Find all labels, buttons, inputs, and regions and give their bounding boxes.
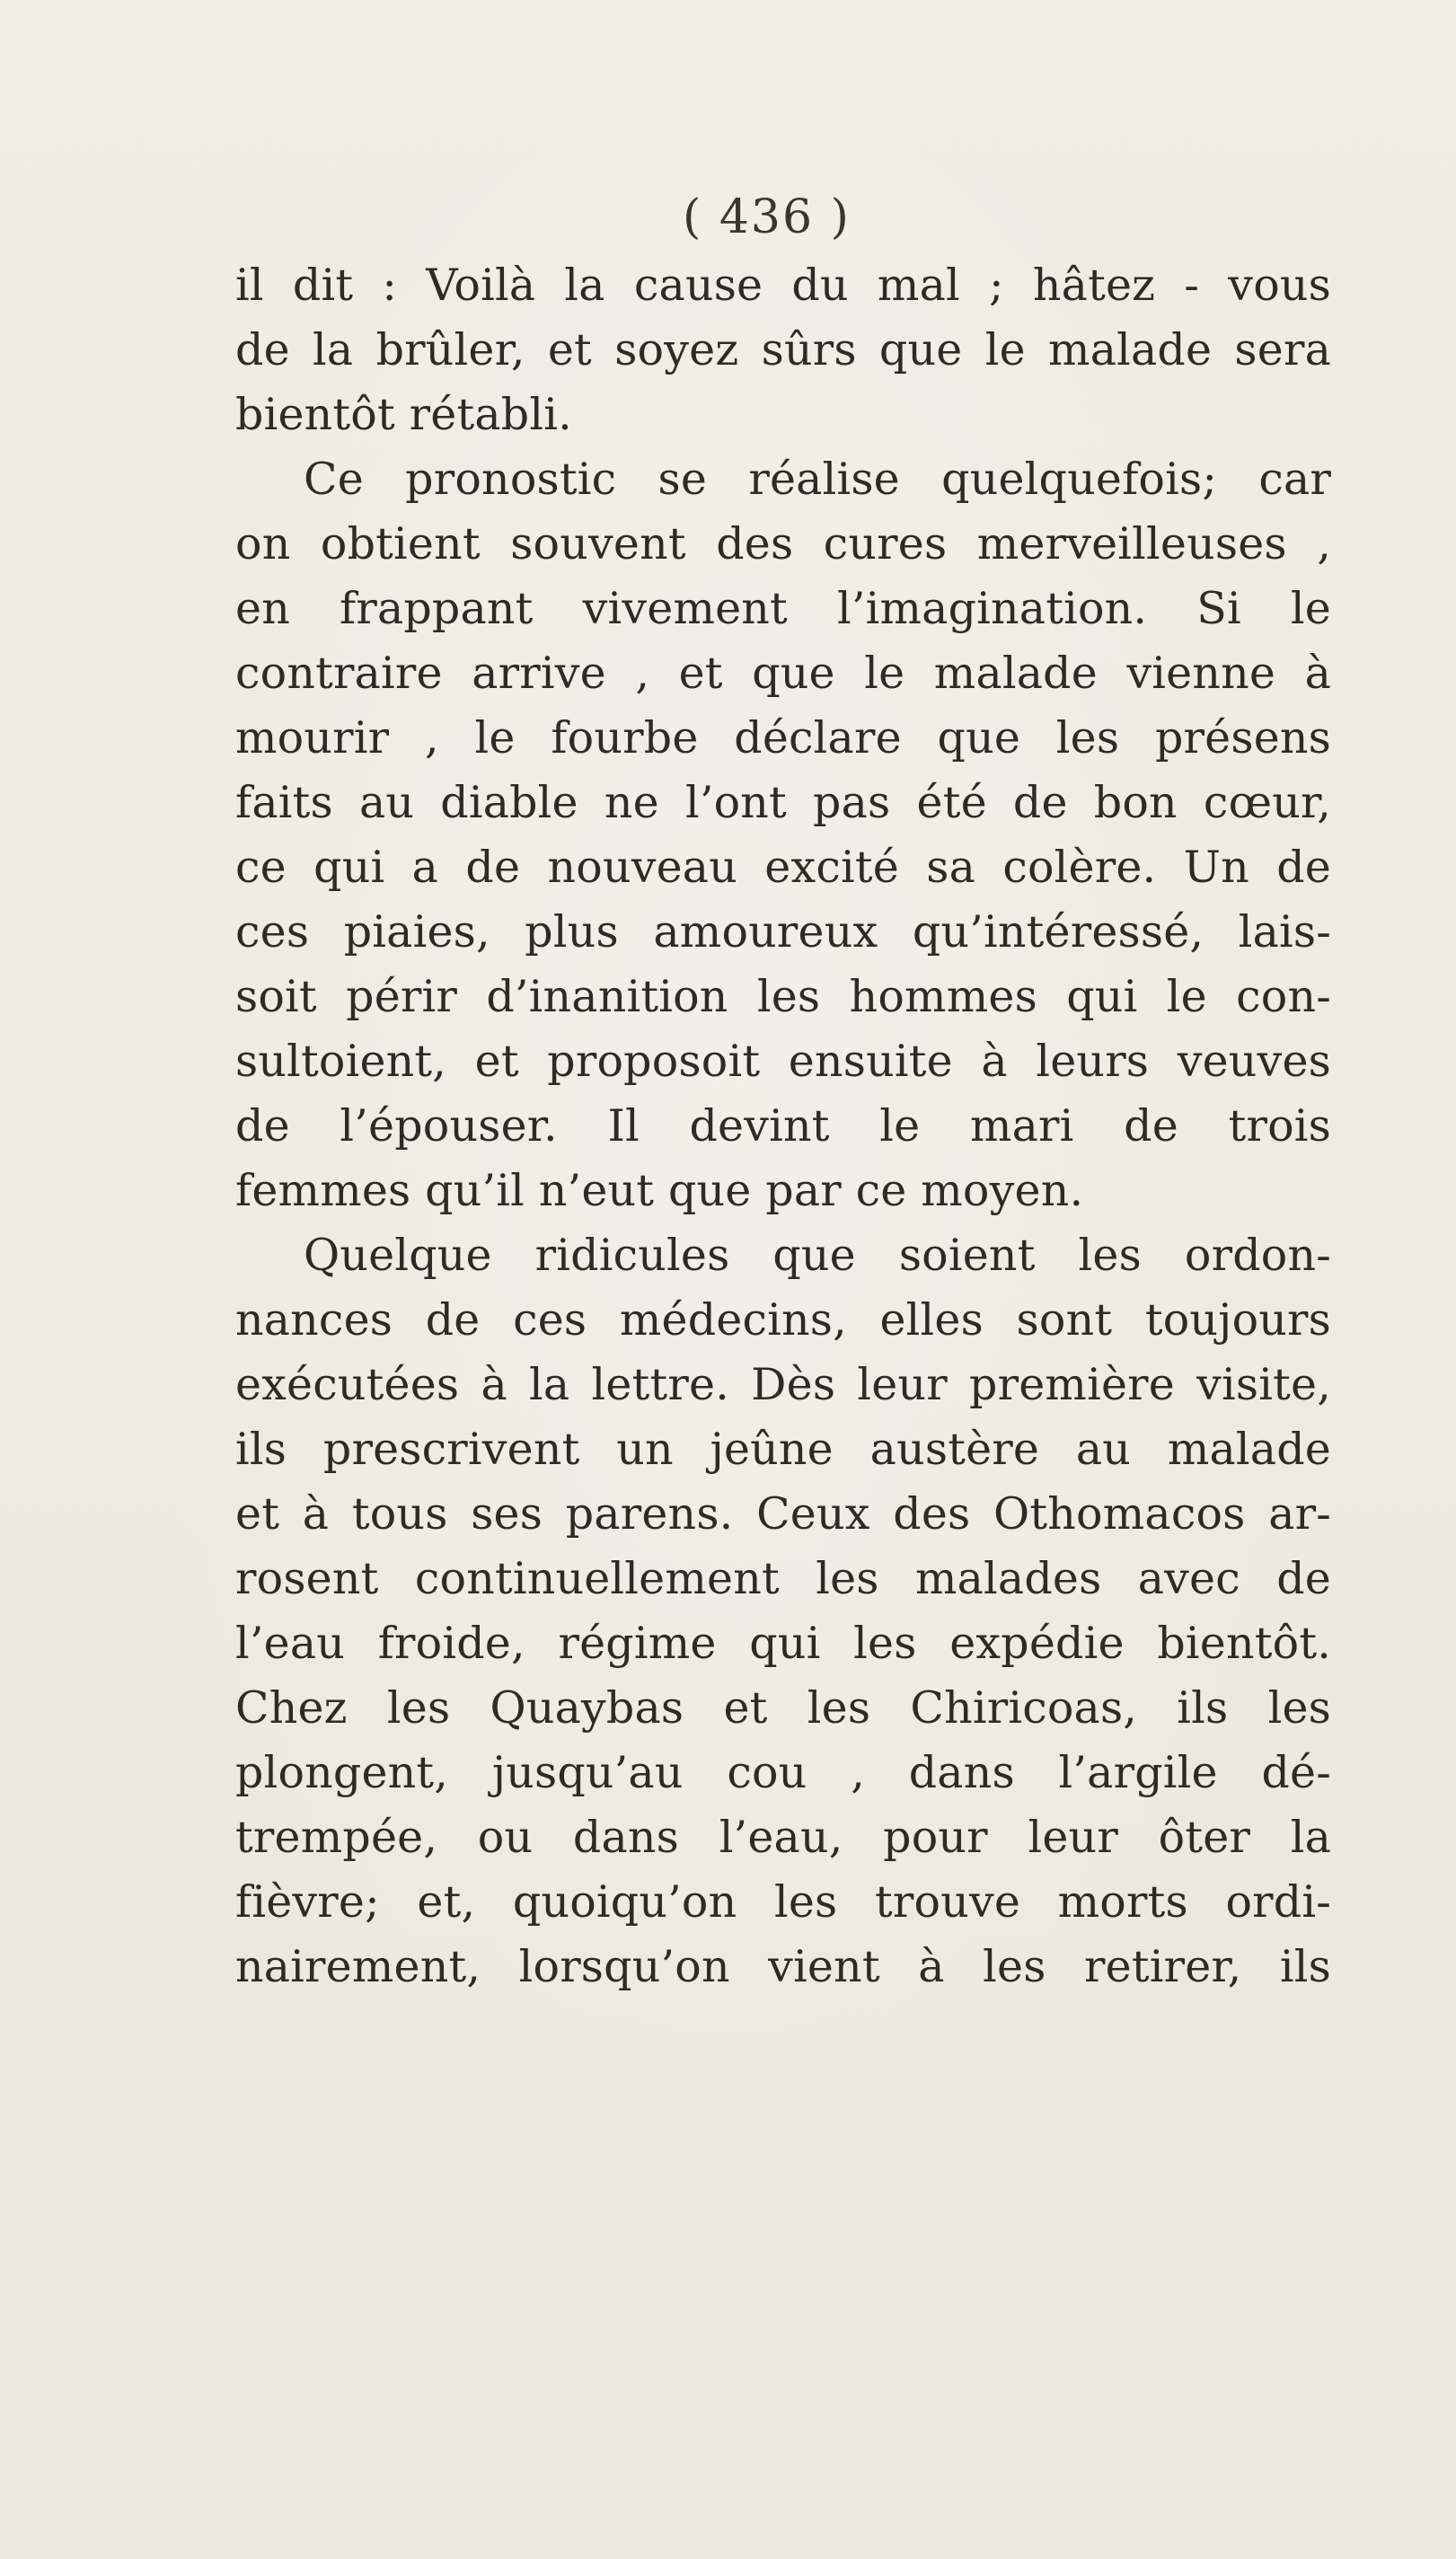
text-line: ces piaies, plus amoureux qu’intéressé, lais- [235, 906, 1331, 957]
text-line: exécutées à la lettre. Dès leur première visite, [235, 1359, 1331, 1410]
text-line: trempée, ou dans l’eau, pour leur ôter la [235, 1812, 1331, 1863]
text-line: il dit : Voilà la cause du mal ; hâtez - vous [235, 260, 1331, 311]
text-line: ce qui a de nouveau excité sa colère. Un de [235, 842, 1331, 893]
text-line: ils prescrivent un jeûne austère au malade [235, 1424, 1331, 1475]
text-line: faits au diable ne l’ont pas été de bon cœur, [235, 777, 1331, 828]
text-line: de la brûler, et soyez sûrs que le malade sera [235, 324, 1331, 375]
page-number: ( 436 ) [683, 190, 851, 244]
text-line: nairement, lorsqu’on vient à les retirer, ils [235, 1941, 1331, 1992]
body-text [235, 253, 1331, 1999]
text-line: bientôt rétabli. [235, 389, 572, 440]
text-line: Quelque ridicules que soient les ordon- [304, 1230, 1331, 1281]
text-line: et à tous ses parens. Ceux des Othomacos ar- [235, 1488, 1331, 1540]
text-line: l’eau froide, régime qui les expédie bientôt. [235, 1618, 1331, 1669]
text-line: Ce pronostic se réalise quelquefois; car [304, 454, 1331, 505]
text-line: femmes qu’il n’eut que par ce moyen. [235, 1165, 1084, 1216]
text-line: nances de ces médecins, elles sont toujours [235, 1294, 1331, 1346]
text-line: Chez les Quaybas et les Chiricoas, ils les [235, 1682, 1331, 1734]
text-line: plongent, jusqu’au cou , dans l’argile dé- [235, 1747, 1331, 1798]
text-line: contraire arrive , et que le malade vienne à [235, 648, 1331, 699]
text-line: rosent continuellement les malades avec de [235, 1553, 1331, 1604]
text-line: fièvre; et, quoiqu’on les trouve morts ordi- [235, 1876, 1331, 1928]
text-line: soit périr d’inanition les hommes qui le con- [235, 971, 1331, 1022]
text-line: de l’épouser. Il devint le mari de trois [235, 1100, 1331, 1152]
text-line: en frappant vivement l’imagination. Si le [235, 583, 1331, 634]
text-line: on obtient souvent des cures merveilleuses , [235, 518, 1331, 569]
text-line: sultoient, et proposoit ensuite à leurs veuves [235, 1036, 1331, 1087]
text-line: mourir , le fourbe déclare que les présens [235, 712, 1331, 763]
